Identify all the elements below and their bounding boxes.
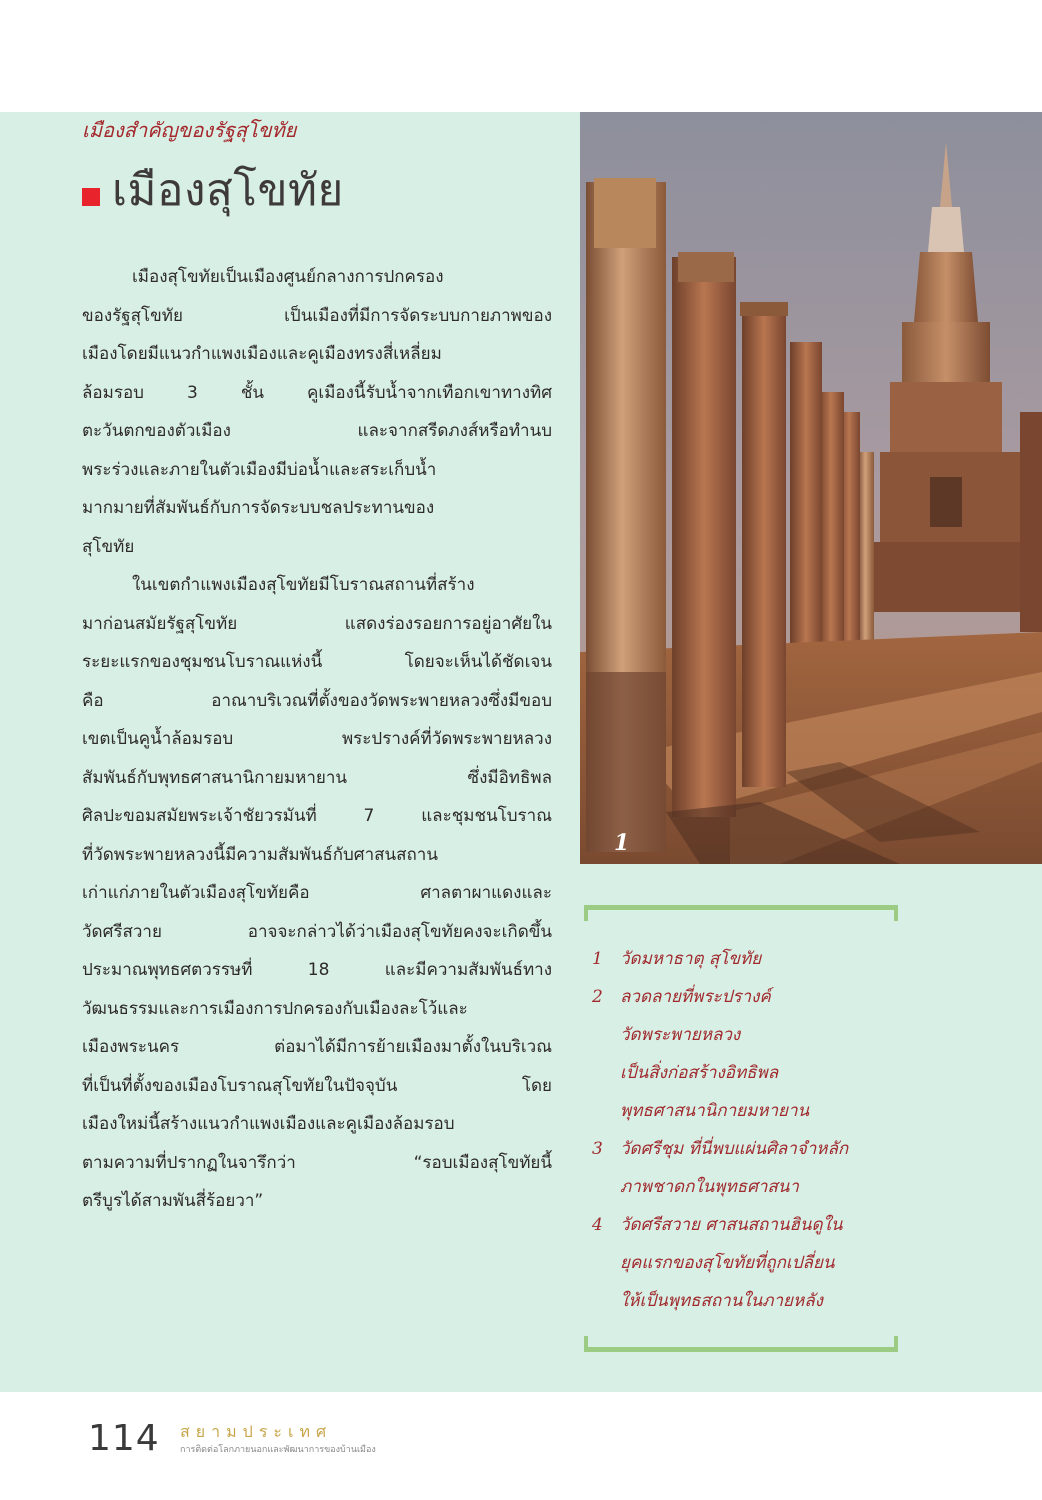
caption-item — [592, 940, 902, 978]
body-paragraph — [82, 258, 552, 566]
page-top-margin — [0, 0, 1042, 112]
body-line: เมืองโดยมีแนวกำแพงเมืองและคูเมืองทรงสี่เหลี่ยม — [82, 344, 442, 364]
caption-line: วัดพระพายหลวง — [620, 1025, 741, 1045]
body-line: เมืองพระนคร ต่อมาได้มีการย้ายเมืองมาตั้งในบริเวณ — [82, 1037, 552, 1057]
body-line: ตรีบูรได้สามพันสี่ร้อยวา” — [82, 1191, 264, 1211]
caption-text — [620, 1130, 902, 1206]
body-line: สุโขทัย — [82, 536, 135, 557]
caption-item — [592, 1130, 902, 1206]
body-line: ของรัฐสุโขทัย เป็นเมืองที่มีการจัดระบบกายภาพของ — [82, 305, 552, 326]
title-block — [82, 160, 344, 220]
caption-line: วัดศรีสวาย ศาสนสถานฮินดูใน — [620, 1215, 843, 1235]
caption-bracket-top — [584, 905, 898, 921]
footer-subtitle: การติดต่อโลกภายนอกและพัฒนาการของบ้านเมือง — [180, 1445, 376, 1455]
caption-bracket-bottom — [584, 1336, 898, 1352]
body-line: เขตเป็นคูน้ำล้อมรอบ พระปรางค์ที่วัดพระพายหลวง — [82, 729, 552, 749]
body-line: ล้อมรอบ 3 ชั้น คูเมืองนี้รับน้ำจากเทือกเขาทางทิศ — [82, 382, 552, 403]
caption-number: 4 — [592, 1215, 603, 1235]
body-line: คือ อาณาบริเวณที่ตั้งของวัดพระพายหลวงซึ่งมีขอบ — [82, 690, 552, 711]
caption-line: ยุคแรกของสุโขทัยที่ถูกเปลี่ยน — [620, 1253, 835, 1273]
photo-number: 1 — [614, 830, 630, 856]
body-line: พระร่วงและภายในตัวเมืองมีบ่อน้ำและสระเก็บน้ำ — [82, 459, 437, 480]
caption-text — [620, 1206, 902, 1320]
body-line: ศิลปะขอมสมัยพระเจ้าชัยวรมันที่ 7 และชุมชนโบราณ — [82, 806, 552, 826]
caption-number: 2 — [592, 987, 603, 1007]
temple-photo-illustration — [580, 112, 1042, 864]
body-line: ตามความที่ปรากฏในจารึกว่า “รอบเมืองสุโขทัยนี้ — [82, 1152, 552, 1173]
body-line: วัดศรีสวาย อาจจะกล่าวได้ว่าเมืองสุโขทัยคงจะเกิดขึ้น — [82, 921, 552, 942]
caption-text — [620, 940, 902, 978]
body-line: เก่าแก่ภายในตัวเมืองสุโขทัยคือ ศาลตาผาแดงและ — [82, 883, 552, 903]
body-line: มากมายที่สัมพันธ์กับการจัดระบบชลประทานของ — [82, 498, 435, 518]
caption-item — [592, 978, 902, 1130]
caption-line: ให้เป็นพุทธสถานในภายหลัง — [620, 1291, 823, 1311]
body-line: ที่เป็นที่ตั้งของเมืองโบราณสุโขทัยในปัจจุบัน โดย — [82, 1075, 552, 1096]
red-square-icon — [82, 188, 100, 206]
caption-item — [592, 1206, 902, 1320]
body-paragraph — [82, 566, 552, 1221]
caption-text — [620, 978, 902, 1130]
caption-line: พุทธศาสนานิกายมหายาน — [620, 1101, 810, 1121]
caption-number: 1 — [592, 949, 603, 969]
body-line: มาก่อนสมัยรัฐสุโขทัย แสดงร่องรอยการอยู่อาศัยใน — [82, 613, 552, 634]
page-number: 114 — [88, 1418, 160, 1459]
body-line: ในเขตกำแพงเมืองสุโขทัยมีโบราณสถานที่สร้าง — [132, 575, 475, 595]
caption-line: วัดมหาธาตุ สุโขทัย — [620, 949, 762, 969]
body-line: ระยะแรกของชุมชนโบราณแห่งนี้ โดยจะเห็นได้ชัดเจน — [82, 652, 552, 672]
footer-brand: สยามประเทศ — [180, 1422, 333, 1441]
body-line: วัฒนธรรมและการเมืองการปกครองกับเมืองละโว้และ — [82, 998, 468, 1019]
caption-line: ภาพชาดกในพุทธศาสนา — [620, 1177, 799, 1197]
body-line: เมืองสุโขทัยเป็นเมืองศูนย์กลางการปกครอง — [132, 267, 444, 287]
body-line: ที่วัดพระพายหลวงนี้มีความสัมพันธ์กับศาสนสถาน — [82, 844, 438, 865]
caption-list — [592, 940, 902, 1320]
body-text — [82, 258, 552, 1221]
body-line: ประมาณพุทธศตวรรษที่ 18 และมีความสัมพันธ์ทาง — [82, 960, 552, 980]
body-line: เมืองใหม่นี้สร้างแนวกำแพงเมืองและคูเมืองล้อมรอบ — [82, 1114, 455, 1134]
temple-photo — [580, 112, 1042, 864]
page-title: เมืองสุโขทัย — [112, 165, 344, 216]
body-line: ตะวันตกของตัวเมือง และจากสรีดภงส์หรือทำนบ — [82, 421, 552, 441]
caption-line: วัดศรีชุม ที่นี่พบแผ่นศิลาจำหลัก — [620, 1139, 849, 1159]
caption-number: 3 — [592, 1139, 603, 1159]
caption-line: เป็นสิ่งก่อสร้างอิทธิพล — [620, 1063, 779, 1083]
caption-line: ลวดลายที่พระปรางค์ — [620, 987, 771, 1007]
body-line: สัมพันธ์กับพุทธศาสนานิกายมหายาน ซึ่งมีอิทธิพล — [82, 767, 552, 788]
section-kicker: เมืองสำคัญของรัฐสุโขทัย — [82, 118, 297, 142]
